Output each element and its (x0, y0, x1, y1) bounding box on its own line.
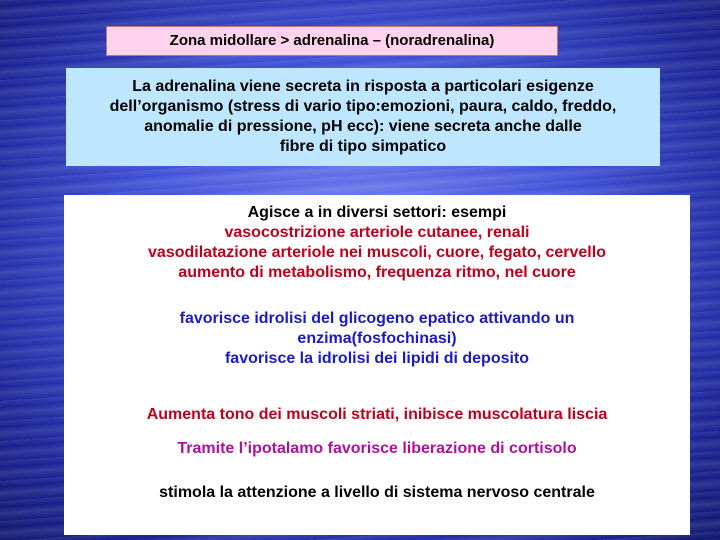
vascular-effects (64, 203, 690, 283)
effects-box (64, 195, 690, 535)
slide-title: Zona midollare > adrenalina – (noradrenalina) (106, 26, 558, 56)
nervous-effect (64, 483, 690, 503)
metabolic-effects (64, 309, 690, 369)
intro-box (66, 68, 660, 166)
cortisol-effect (64, 439, 690, 459)
effect-line: enzima(fosfochinasi) (297, 330, 457, 347)
effect-line: favorisce idrolisi del glicogeno epatico attivando un (179, 310, 575, 327)
effect-line: favorisce la idrolisi dei lipidi di deposito (224, 350, 530, 367)
intro-line: dell’organismo (stress di vario tipo:emozioni, paura, caldo, freddo, (109, 98, 617, 115)
effect-line: aumento di metabolismo, frequenza ritmo, nel cuore (178, 264, 576, 281)
effect-line: Aumenta tono dei muscoli striati, inibisce muscolatura liscia (146, 406, 608, 423)
effect-line: stimola la attenzione a livello di sistema nervoso centrale (159, 484, 595, 501)
effect-line: vasocostrizione arteriole cutanee, renali (224, 224, 530, 241)
intro-line: La adrenalina viene secreta in risposta a particolari esigenze (132, 78, 594, 95)
effect-line: Tramite l’ipotalamo favorisce liberazione di cortisolo (177, 440, 577, 457)
effect-line: vasodilatazione arteriole nei muscoli, cuore, fegato, cervello (148, 244, 606, 261)
intro-line: fibre di tipo simpatico (279, 138, 447, 155)
effects-heading: Agisce a in diversi settori: esempi (247, 204, 507, 221)
muscle-effect (64, 405, 690, 425)
intro-line: anomalie di pressione, pH ecc): viene secreta anche dalle (144, 118, 582, 135)
